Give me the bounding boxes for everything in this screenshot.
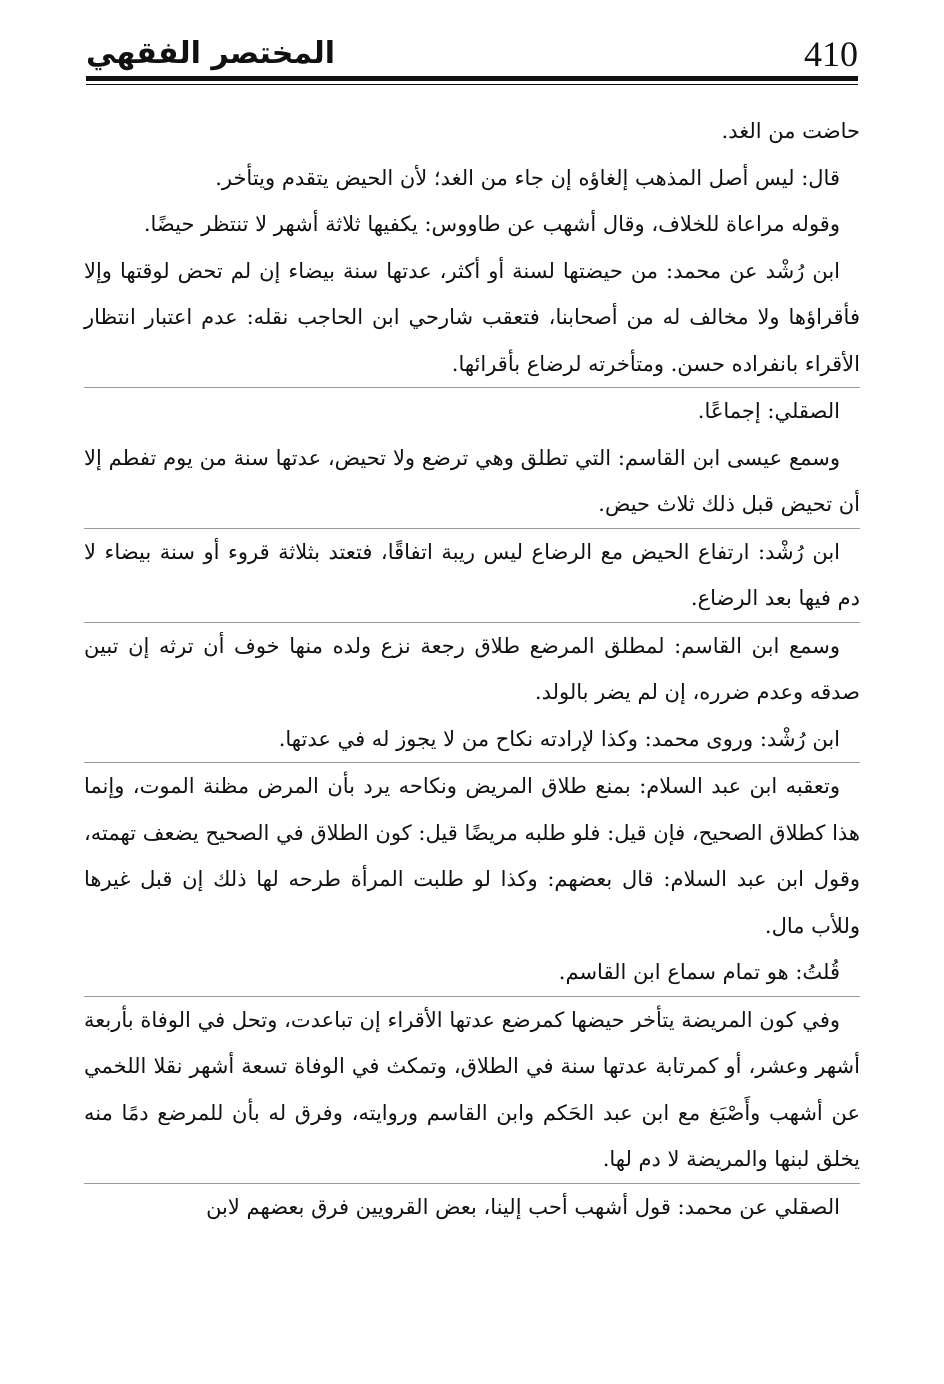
page-header (86, 30, 858, 74)
paragraph: وفي كون المريضة يتأخر حيضها كمرضع عدتها الأقراء إن تباعدت، وتحل في الوفاة بأربعة أشهر وعشر، أو كمرتابة عدتها سنة في الطلاق، وتمكث في الوفاة تسعة أشهر نقلا اللخمي عن أشهب وأَصْبَغ مع ابن عبد الحَكم وابن القاسم وروايته، وفرق له بأن للمرضع دمًا منه يخلق لبنها والمريضة لا دم لها. (84, 997, 860, 1184)
running-title: المختصر الفقهي (86, 36, 336, 71)
paragraph: ابن رُشْد: ارتفاع الحيض مع الرضاع ليس ريبة اتفاقًا، فتعتد بثلاثة قروء أو سنة بيضاء لا دم فيها بعد الرضاع. (84, 529, 860, 623)
paragraph: قُلتُ: هو تمام سماع ابن القاسم. (84, 949, 860, 997)
body-text (84, 108, 860, 1344)
paragraph: حاضت من الغد. (721, 119, 860, 143)
paragraph: وسمع عيسى ابن القاسم: التي تطلق وهي ترضع ولا تحيض، عدتها سنة من يوم تفطم إلا أن تحيض قبل ذلك ثلاث حيض. (84, 435, 860, 529)
paragraph: وسمع ابن القاسم: لمطلق المرضع طلاق رجعة نزع ولده منها خوف أن ترثه إن تبين صدقه وعدم ضرره، إن لم يضر بالولد. (84, 633, 860, 704)
page-number: 410 (804, 34, 858, 74)
paragraph: الصقلي: إجماعًا. (697, 399, 840, 423)
paragraph: قال: ليس أصل المذهب إلغاؤه إن جاء من الغد؛ لأن الحيض يتقدم ويتأخر. (215, 165, 840, 190)
header-rule-thin (86, 84, 858, 85)
paragraph: الصقلي عن محمد: قول أشهب أحب إلينا، بعض القرويين فرق بعضهم لابن (206, 1194, 840, 1219)
paragraph: ابن رُشْد: وروى محمد: وكذا لإرادته نكاح من لا يجوز له في عدتها. (84, 716, 860, 764)
paragraph: وتعقبه ابن عبد السلام: بمنع طلاق المريض ونكاحه يرد بأن المرض مظنة الموت، وإنما هذا كطلاق الصحيح، فإن قيل: فلو طلبه مريضًا قيل: كون الطلاق في الصحيح يضعف تهمته، وقول ابن عبد السلام: قال بعضهم: وكذا لو طلبت المرأة طرحه لها ذلك إن قبل غيرها وللأب مال. (84, 774, 860, 938)
paragraph: ابن رُشْد عن محمد: من حيضتها لسنة أو أكثر، عدتها سنة بيضاء إن لم تحض لوقتها وإلا فأقراؤها ولا مخالف له من أصحابنا، فتعقب شارحي ابن الحاجب نقله: عدم اعتبار انتظار الأقراء بانفراده حسن. ومتأخرته لرضاع بأقرائها. (84, 248, 860, 389)
header-rule-thick (86, 76, 858, 81)
paragraph: وقوله مراعاة للخلاف، وقال أشهب عن طاووس: يكفيها ثلاثة أشهر لا تنتظر حيضًا. (143, 212, 840, 236)
